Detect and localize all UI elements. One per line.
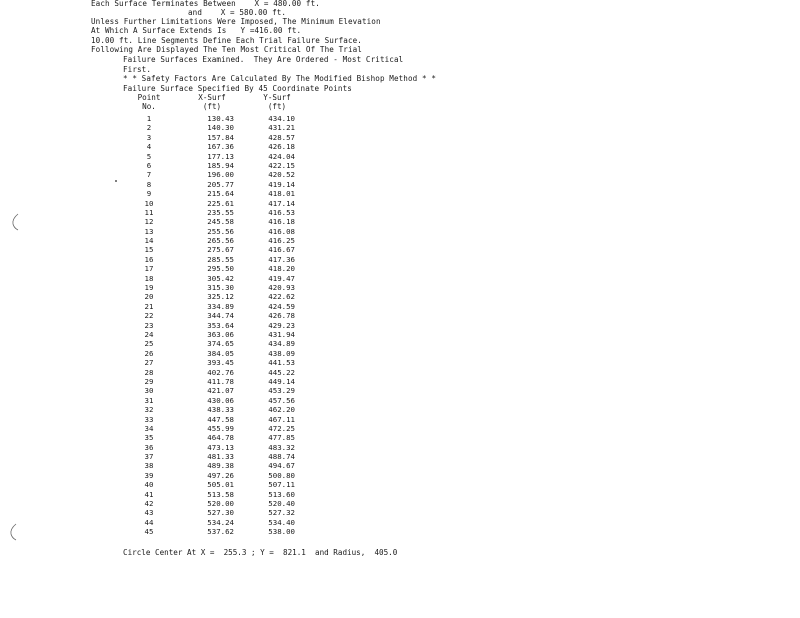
point-number-cell: 35 xyxy=(144,433,154,443)
x-surf-cell: 130.43 xyxy=(207,114,234,123)
table-row xyxy=(0,180,320,189)
table-row xyxy=(0,508,320,517)
point-number-cell: 44 xyxy=(144,517,154,527)
table-row xyxy=(0,480,320,489)
table-row xyxy=(0,424,320,433)
point-number-cell: 25 xyxy=(144,339,154,349)
x-surf-cell: 205.77 xyxy=(207,179,234,189)
point-number-cell: 16 xyxy=(144,254,154,264)
y-surf-cell: 420.52 xyxy=(268,170,295,180)
x-surf-cell: 196.00 xyxy=(207,170,234,180)
x-surf-cell: 384.05 xyxy=(207,348,234,358)
table-row xyxy=(0,114,320,123)
y-surf-cell: 416.08 xyxy=(268,226,295,236)
y-surf-cell: 441.53 xyxy=(268,358,295,368)
point-number-cell: 42 xyxy=(144,499,154,509)
table-row xyxy=(0,170,320,179)
y-surf-cell: 422.62 xyxy=(268,292,295,302)
x-surf-cell: 473.13 xyxy=(207,442,234,452)
x-surf-cell: 402.76 xyxy=(207,367,234,377)
table-row xyxy=(0,433,320,442)
x-surf-cell: 430.06 xyxy=(207,395,234,405)
y-surf-cell: 494.67 xyxy=(268,461,295,471)
y-surf-cell: 417.36 xyxy=(268,254,295,264)
y-surf-cell: 416.18 xyxy=(268,217,295,227)
y-surf-cell: 513.60 xyxy=(268,489,295,499)
header-line-1: Each Surface Terminates Between X = 480.00 ft. xyxy=(91,0,320,8)
x-surf-cell: 489.38 xyxy=(207,461,234,471)
table-row xyxy=(0,208,320,217)
point-number-cell: 27 xyxy=(144,358,154,368)
point-number-cell: 5 xyxy=(146,151,152,161)
y-surf-cell: 477.85 xyxy=(268,433,295,443)
x-surf-cell: 513.58 xyxy=(207,489,234,499)
x-surf-cell: 421.07 xyxy=(207,386,234,396)
point-number-cell: 2 xyxy=(146,123,152,133)
column-header-x-unit: (ft) xyxy=(202,102,222,111)
point-number-cell: 45 xyxy=(144,527,154,537)
x-surf-cell: 275.67 xyxy=(207,245,234,255)
table-row xyxy=(0,330,320,339)
column-header-point: Point xyxy=(137,93,161,102)
table-row xyxy=(0,217,320,226)
point-number-cell: 10 xyxy=(144,198,154,208)
y-surf-cell: 507.11 xyxy=(268,480,295,490)
point-number-cell: 37 xyxy=(144,452,154,462)
point-number-cell: 6 xyxy=(146,160,152,170)
x-surf-cell: 411.78 xyxy=(207,376,234,386)
point-number-cell: 20 xyxy=(144,292,154,302)
point-number-cell: 12 xyxy=(144,217,154,227)
point-number-cell: 8 xyxy=(146,179,152,189)
point-number-cell: 38 xyxy=(144,461,154,471)
point-number-cell: 32 xyxy=(144,405,154,415)
table-row xyxy=(0,245,320,254)
table-row xyxy=(0,396,320,405)
table-row xyxy=(0,452,320,461)
column-header-point-no: No. xyxy=(142,102,156,111)
point-number-cell: 21 xyxy=(144,301,154,311)
scan-artifact-mark xyxy=(8,523,18,541)
scan-artifact-dot xyxy=(115,180,117,182)
point-number-cell: 3 xyxy=(146,132,152,142)
y-surf-cell: 534.40 xyxy=(268,517,295,527)
table-row xyxy=(0,386,320,395)
table-row xyxy=(0,255,320,264)
y-surf-cell: 426.78 xyxy=(268,311,295,321)
coordinate-table xyxy=(0,114,320,537)
x-surf-cell: 295.50 xyxy=(207,264,234,274)
y-surf-cell: 483.32 xyxy=(268,442,295,452)
table-row xyxy=(0,264,320,273)
y-surf-cell: 416.67 xyxy=(268,245,295,255)
y-surf-cell: 416.25 xyxy=(268,236,295,246)
y-surf-cell: 520.40 xyxy=(268,499,295,509)
point-number-cell: 33 xyxy=(144,414,154,424)
x-surf-cell: 225.61 xyxy=(207,198,234,208)
y-surf-cell: 431.21 xyxy=(268,123,295,133)
table-row xyxy=(0,311,320,320)
column-header-x-surf: X-Surf xyxy=(198,93,226,102)
x-surf-cell: 438.33 xyxy=(207,405,234,415)
point-number-cell: 29 xyxy=(144,376,154,386)
y-surf-cell: 416.53 xyxy=(268,207,295,217)
point-number-cell: 40 xyxy=(144,480,154,490)
x-surf-cell: 537.62 xyxy=(207,527,234,537)
point-number-cell: 41 xyxy=(144,489,154,499)
y-surf-cell: 462.20 xyxy=(268,405,295,415)
x-surf-cell: 447.58 xyxy=(207,414,234,424)
table-row xyxy=(0,339,320,348)
table-row xyxy=(0,161,320,170)
header-line-10: Failure Surface Specified By 45 Coordinate Points xyxy=(123,84,352,93)
x-surf-cell: 497.26 xyxy=(207,470,234,480)
table-row xyxy=(0,142,320,151)
table-row xyxy=(0,133,320,142)
point-number-cell: 7 xyxy=(146,170,152,180)
header-line-5: 10.00 ft. Line Segments Define Each Trial Failure Surface. xyxy=(91,36,362,45)
table-row xyxy=(0,490,320,499)
point-number-cell: 9 xyxy=(146,189,152,199)
x-surf-cell: 325.12 xyxy=(207,292,234,302)
table-row xyxy=(0,358,320,367)
header-line-6: Following Are Displayed The Ten Most Critical Of The Trial xyxy=(91,45,362,54)
point-number-cell: 39 xyxy=(144,470,154,480)
point-number-cell: 13 xyxy=(144,226,154,236)
y-surf-cell: 426.18 xyxy=(268,142,295,152)
table-row xyxy=(0,368,320,377)
x-surf-cell: 374.65 xyxy=(207,339,234,349)
point-number-cell: 1 xyxy=(146,114,152,123)
table-row xyxy=(0,527,320,536)
table-row xyxy=(0,292,320,301)
table-row xyxy=(0,123,320,132)
table-row xyxy=(0,321,320,330)
x-surf-cell: 157.84 xyxy=(207,132,234,142)
x-surf-cell: 520.00 xyxy=(207,499,234,509)
y-surf-cell: 419.47 xyxy=(268,273,295,283)
circle-center-line: Circle Center At X = 255.3 ; Y = 821.1 and Radius, 405.0 xyxy=(123,548,398,557)
y-surf-cell: 457.56 xyxy=(268,395,295,405)
y-surf-cell: 422.15 xyxy=(268,160,295,170)
x-surf-cell: 505.01 xyxy=(207,480,234,490)
table-row xyxy=(0,349,320,358)
point-number-cell: 34 xyxy=(144,423,154,433)
table-row xyxy=(0,274,320,283)
y-surf-cell: 538.00 xyxy=(268,527,295,537)
table-row xyxy=(0,471,320,480)
table-row xyxy=(0,199,320,208)
table-row xyxy=(0,443,320,452)
y-surf-cell: 467.11 xyxy=(268,414,295,424)
x-surf-cell: 235.55 xyxy=(207,207,234,217)
y-surf-cell: 420.93 xyxy=(268,283,295,293)
x-surf-cell: 140.30 xyxy=(207,123,234,133)
y-surf-cell: 424.04 xyxy=(268,151,295,161)
point-number-cell: 18 xyxy=(144,273,154,283)
table-row xyxy=(0,405,320,414)
point-number-cell: 43 xyxy=(144,508,154,518)
x-surf-cell: 344.74 xyxy=(207,311,234,321)
table-row xyxy=(0,518,320,527)
x-surf-cell: 245.58 xyxy=(207,217,234,227)
point-number-cell: 11 xyxy=(144,207,154,217)
header-line-4: At Which A Surface Extends Is Y =416.00 ft. xyxy=(91,26,302,35)
header-line-3: Unless Further Limitations Were Imposed, The Minimum Elevation xyxy=(91,17,381,26)
table-row xyxy=(0,377,320,386)
column-header-y-surf: Y-Surf xyxy=(263,93,291,102)
point-number-cell: 22 xyxy=(144,311,154,321)
y-surf-cell: 434.10 xyxy=(268,114,295,123)
table-row xyxy=(0,302,320,311)
point-number-cell: 19 xyxy=(144,283,154,293)
header-line-2: and X = 580.00 ft. xyxy=(188,8,287,17)
y-surf-cell: 488.74 xyxy=(268,452,295,462)
y-surf-cell: 449.14 xyxy=(268,376,295,386)
x-surf-cell: 285.55 xyxy=(207,254,234,264)
y-surf-cell: 445.22 xyxy=(268,367,295,377)
point-number-cell: 28 xyxy=(144,367,154,377)
x-surf-cell: 363.06 xyxy=(207,329,234,339)
point-number-cell: 4 xyxy=(146,142,152,152)
x-surf-cell: 215.64 xyxy=(207,189,234,199)
point-number-cell: 23 xyxy=(144,320,154,330)
table-row xyxy=(0,415,320,424)
table-row xyxy=(0,499,320,508)
point-number-cell: 30 xyxy=(144,386,154,396)
x-surf-cell: 177.13 xyxy=(207,151,234,161)
x-surf-cell: 305.42 xyxy=(207,273,234,283)
header-line-8: First. xyxy=(123,65,152,74)
table-row xyxy=(0,189,320,198)
point-number-cell: 31 xyxy=(144,395,154,405)
point-number-cell: 14 xyxy=(144,236,154,246)
y-surf-cell: 417.14 xyxy=(268,198,295,208)
x-surf-cell: 527.30 xyxy=(207,508,234,518)
y-surf-cell: 424.59 xyxy=(268,301,295,311)
y-surf-cell: 431.94 xyxy=(268,329,295,339)
y-surf-cell: 434.89 xyxy=(268,339,295,349)
x-surf-cell: 464.78 xyxy=(207,433,234,443)
point-number-cell: 15 xyxy=(144,245,154,255)
column-header-y-unit: (ft) xyxy=(267,102,287,111)
point-number-cell: 36 xyxy=(144,442,154,452)
y-surf-cell: 527.32 xyxy=(268,508,295,518)
table-row xyxy=(0,283,320,292)
y-surf-cell: 428.57 xyxy=(268,132,295,142)
header-line-9: * * Safety Factors Are Calculated By The Modified Bishop Method * * xyxy=(123,74,437,83)
y-surf-cell: 453.29 xyxy=(268,386,295,396)
x-surf-cell: 167.36 xyxy=(207,142,234,152)
header-line-7: Failure Surfaces Examined. They Are Ordered - Most Critical xyxy=(123,55,404,64)
y-surf-cell: 418.20 xyxy=(268,264,295,274)
x-surf-cell: 315.30 xyxy=(207,283,234,293)
point-number-cell: 24 xyxy=(144,329,154,339)
x-surf-cell: 393.45 xyxy=(207,358,234,368)
x-surf-cell: 255.56 xyxy=(207,226,234,236)
x-surf-cell: 455.99 xyxy=(207,423,234,433)
y-surf-cell: 418.01 xyxy=(268,189,295,199)
scan-artifact-mark xyxy=(10,213,20,231)
y-surf-cell: 429.23 xyxy=(268,320,295,330)
x-surf-cell: 265.56 xyxy=(207,236,234,246)
x-surf-cell: 185.94 xyxy=(207,160,234,170)
y-surf-cell: 472.25 xyxy=(268,423,295,433)
table-row xyxy=(0,152,320,161)
x-surf-cell: 353.64 xyxy=(207,320,234,330)
point-number-cell: 17 xyxy=(144,264,154,274)
point-number-cell: 26 xyxy=(144,348,154,358)
y-surf-cell: 438.09 xyxy=(268,348,295,358)
y-surf-cell: 419.14 xyxy=(268,179,295,189)
x-surf-cell: 334.89 xyxy=(207,301,234,311)
table-row xyxy=(0,461,320,470)
x-surf-cell: 534.24 xyxy=(207,517,234,527)
x-surf-cell: 481.33 xyxy=(207,452,234,462)
y-surf-cell: 500.80 xyxy=(268,470,295,480)
table-row xyxy=(0,227,320,236)
table-row xyxy=(0,236,320,245)
